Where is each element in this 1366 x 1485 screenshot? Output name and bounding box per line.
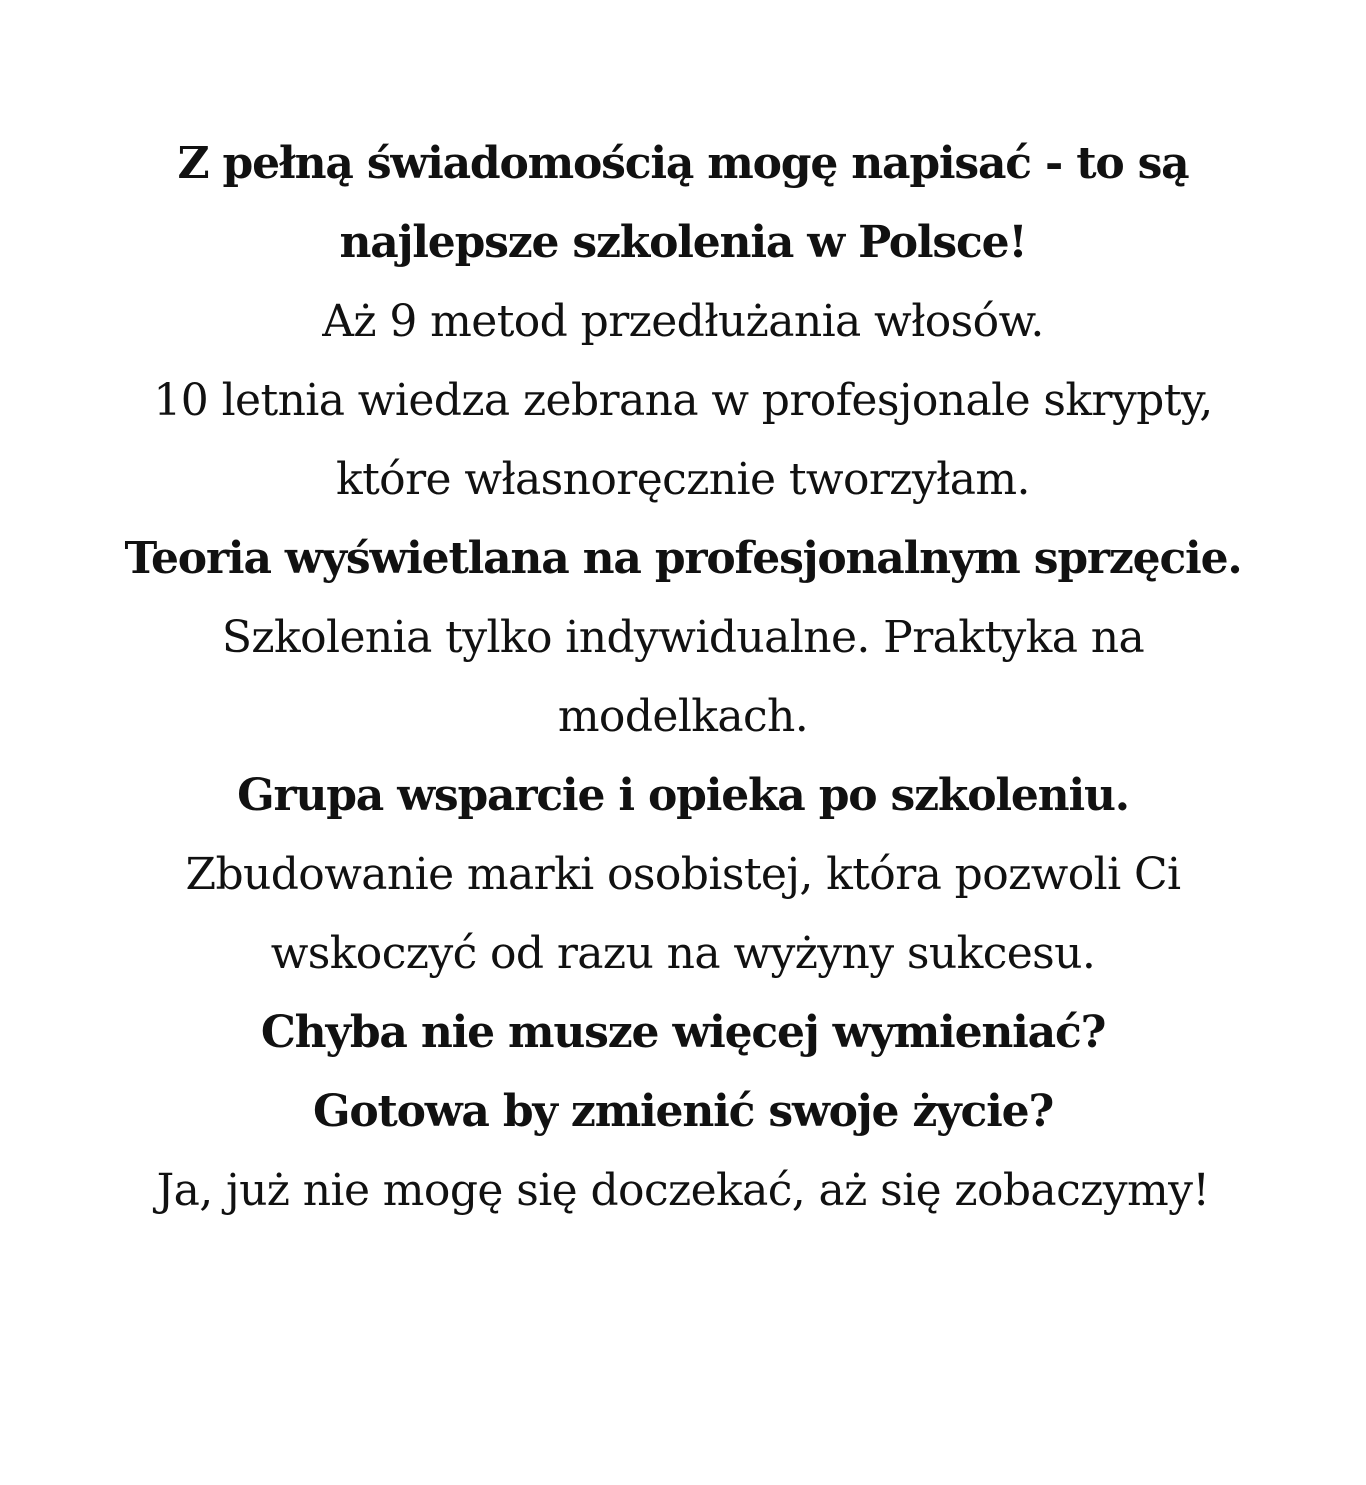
headline-line-2: najlepsze szkolenia w Polsce! [339, 217, 1027, 268]
text-line-support-group: Grupa wsparcie i opieka po szkoleniu. [237, 770, 1129, 821]
text-line-scripts: które własnoręcznie tworzyłam. [336, 454, 1030, 505]
text-line-closing: Ja, już nie mogę się doczekać, aż się zobaczymy! [156, 1165, 1210, 1216]
text-line-models: modelkach. [557, 691, 809, 742]
text-line-knowledge: 10 letnia wiedza zebrana w profesjonale skrypty, [153, 375, 1213, 426]
text-line-personal-brand: Zbudowanie marki osobistej, która pozwoli Ci [185, 849, 1181, 900]
text-line-question-ready: Gotowa by zmienić swoje życie? [312, 1086, 1054, 1137]
text-line-methods: Aż 9 metod przedłużania włosów. [322, 296, 1044, 347]
text-line-success: wskoczyć od razu na wyżyny sukcesu. [270, 928, 1096, 979]
headline-line-1: Z pełną świadomością mogę napisać - to są [177, 138, 1189, 189]
text-line-question-more: Chyba nie musze więcej wymieniać? [260, 1007, 1106, 1058]
promo-text-block [20, 124, 1346, 1230]
text-line-individual-training: Szkolenia tylko indywidualne. Praktyka na [221, 612, 1145, 663]
text-line-theory: Teoria wyświetlana na profesjonalnym sprzęcie. [124, 533, 1242, 584]
